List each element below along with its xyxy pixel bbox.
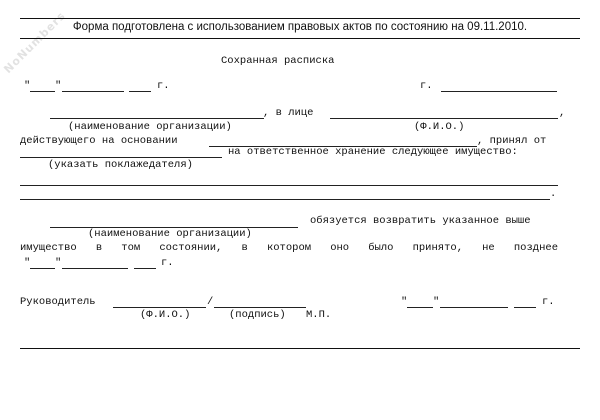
return-date-year-suffix: г. [161, 257, 174, 269]
for-safekeeping: на ответственное хранение следующее имущество: [228, 146, 518, 158]
return-date-quote-open: " [24, 257, 31, 269]
caption-depositor: (указать поклажедателя) [48, 159, 193, 171]
date-quote-close: " [55, 80, 62, 92]
director-signature-line [214, 307, 306, 308]
accepted-from: , принял от [477, 135, 547, 147]
signature-slash: / [207, 296, 214, 308]
sign-date-quote-close: " [433, 296, 440, 308]
caption-signature: (подпись) [229, 309, 286, 321]
city-line [441, 91, 557, 92]
return-date-year-line [134, 268, 156, 269]
stamp-place: М.П. [306, 309, 332, 321]
obliges-return: обязуется возвратить указанное выше [310, 215, 531, 227]
property-line-2 [20, 199, 550, 200]
return-date-month-line [62, 268, 128, 269]
director-label: Руководитель [20, 296, 96, 308]
property-line-1 [20, 185, 558, 186]
caption-org-name: (наименование организации) [68, 121, 232, 133]
caption-fio: (Ф.И.О.) [414, 121, 465, 133]
return-date-quote-close: " [55, 257, 62, 269]
date-year-suffix: г. [157, 80, 170, 92]
depositor-line [20, 157, 222, 158]
caption-org-name-2: (наименование организации) [88, 228, 252, 240]
document-title: Сохранная расписка [221, 55, 335, 67]
in-person-of: , в лице [263, 107, 314, 119]
sign-date-month-line [440, 307, 508, 308]
sign-date-day-line [407, 307, 433, 308]
property-period: . [550, 188, 557, 200]
sign-date-year-line [514, 307, 536, 308]
sign-date-quote-open: " [401, 296, 408, 308]
org-name-line [50, 118, 264, 119]
date-month-line [62, 91, 124, 92]
return-date-day-line [30, 268, 55, 269]
director-fio-line [113, 307, 206, 308]
condition-line: имущество в том состоянии, в котором оно было принято, не позднее [20, 242, 558, 254]
header-banner [20, 18, 580, 39]
date-quote-open: " [24, 80, 31, 92]
date-day-line [30, 91, 55, 92]
sign-date-year-suffix: г. [542, 296, 555, 308]
row2-comma: , [559, 107, 566, 119]
date-year-line [129, 91, 151, 92]
bottom-rule [20, 348, 580, 349]
city-prefix: г. [420, 80, 433, 92]
header-banner-text: Форма подготовлена с использованием правовых актов по состоянию на 09.11.2010. [72, 21, 528, 33]
caption-fio-2: (Ф.И.О.) [140, 309, 191, 321]
representative-fio-line [330, 118, 558, 119]
watermark-logo: NoNumbers [1, 9, 69, 76]
acting-on-basis: действующего на основании [20, 135, 178, 147]
